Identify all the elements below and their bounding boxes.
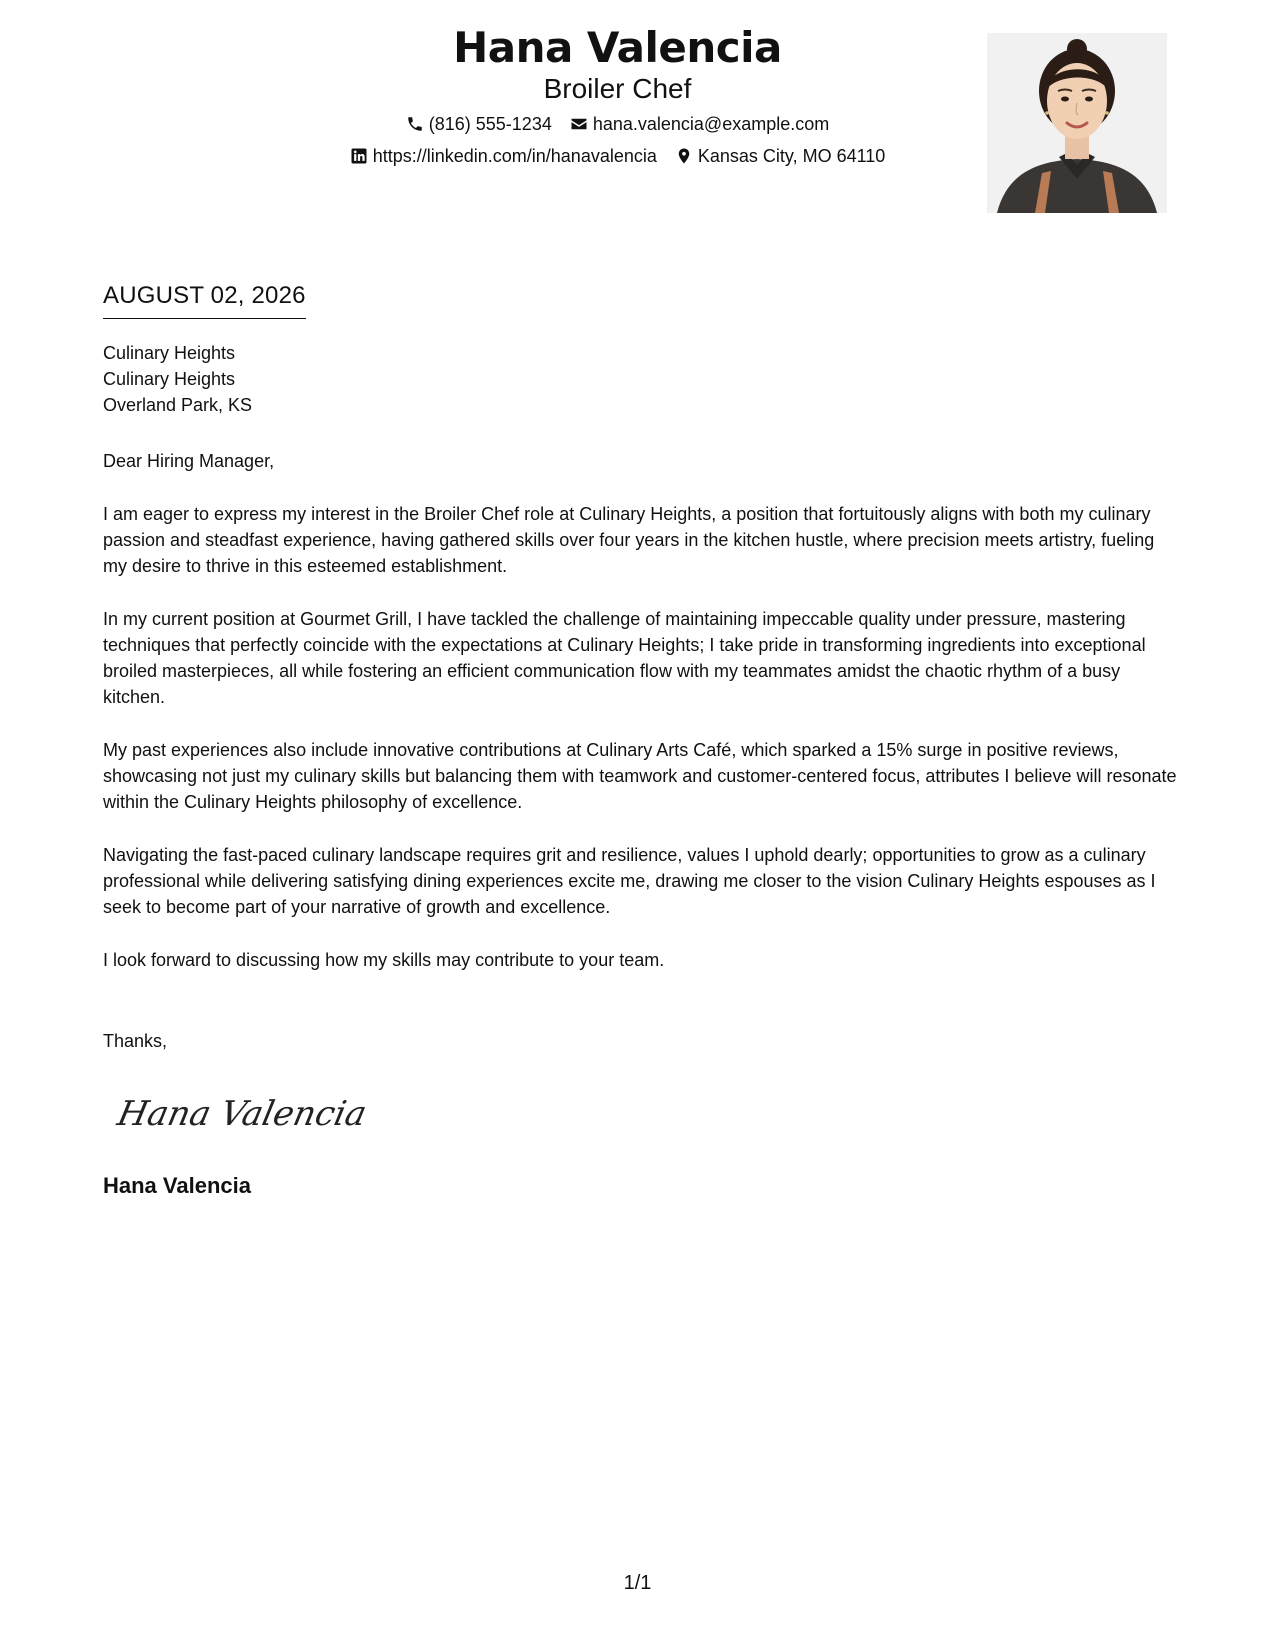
phone-icon — [406, 115, 424, 133]
profile-photo — [987, 33, 1167, 213]
applicant-name: Hana Valencia — [453, 23, 782, 72]
recipient-block — [103, 340, 252, 418]
recipient-line: Culinary Heights — [103, 343, 236, 363]
salutation: Dear Hiring Manager, — [103, 451, 275, 471]
letter-body — [103, 448, 1178, 1000]
body-paragraph: My past experiences also include innovative contributions at Culinary Arts Café, which sparked a 15% surge in positive reviews, showcasing not just my culinary skills but balancing them with teamwork and customer-centered focus, attributes I believe will resonate within the Culinary Heights philosophy of excellence. — [103, 740, 1177, 812]
contact-email[interactable] — [570, 112, 829, 136]
location-text: Kansas City, MO 64110 — [697, 146, 886, 166]
contact-location — [675, 144, 885, 168]
body-paragraph: I look forward to discussing how my skills may contribute to your team. — [103, 950, 665, 970]
body-paragraph: In my current position at Gourmet Grill, I have tackled the challenge of maintaining impeccable quality under pressure, mastering techniques that perfectly coincide with the expectations at Culinary Heights; I take pride in transforming ingredients into exceptional broiled masterpieces, all while fostering an efficient communication flow with my teammates amidst the chaotic rhythm of a busy kitchen. — [103, 609, 1146, 707]
closing: Thanks, — [103, 1031, 168, 1051]
phone-text: (816) 555-1234 — [428, 114, 552, 134]
applicant-role: Broiler Chef — [543, 73, 692, 104]
envelope-icon — [570, 115, 588, 133]
map-marker-icon — [675, 147, 693, 165]
contact-linkedin[interactable] — [350, 144, 657, 168]
linkedin-text: https://linkedin.com/in/hanavalencia — [372, 146, 657, 166]
body-paragraph: Navigating the fast-paced culinary landscape requires grit and resilience, values I uphold dearly; opportunities to grow as a culinary professional while delivering satisfying dining experiences excite me, drawing me closer to the vision Culinary Heights espouses as I seek to become part of your narrative of growth and excellence. — [103, 845, 1156, 917]
body-paragraph: I am eager to express my interest in the Broiler Chef role at Culinary Heights, a position that fortuitously aligns with both my culinary passion and steadfast experience, having gathered skills over four years in the kitchen hustle, where precision meets artistry, fueling my desire to thrive in this esteemed establishment. — [103, 504, 1155, 576]
signature-text: Hana Valencia — [114, 1094, 371, 1134]
handwritten-signature — [114, 1087, 371, 1137]
contact-phone[interactable] — [406, 112, 552, 136]
recipient-line: Overland Park, KS — [103, 395, 253, 415]
linkedin-icon — [350, 147, 368, 165]
signed-name: Hana Valencia — [103, 1173, 251, 1198]
page-indicator: 1/1 — [623, 1572, 652, 1594]
email-text: hana.valencia@example.com — [592, 114, 830, 134]
recipient-line: Culinary Heights — [103, 369, 236, 389]
letter-date: AUGUST 02, 2026 — [103, 280, 306, 319]
